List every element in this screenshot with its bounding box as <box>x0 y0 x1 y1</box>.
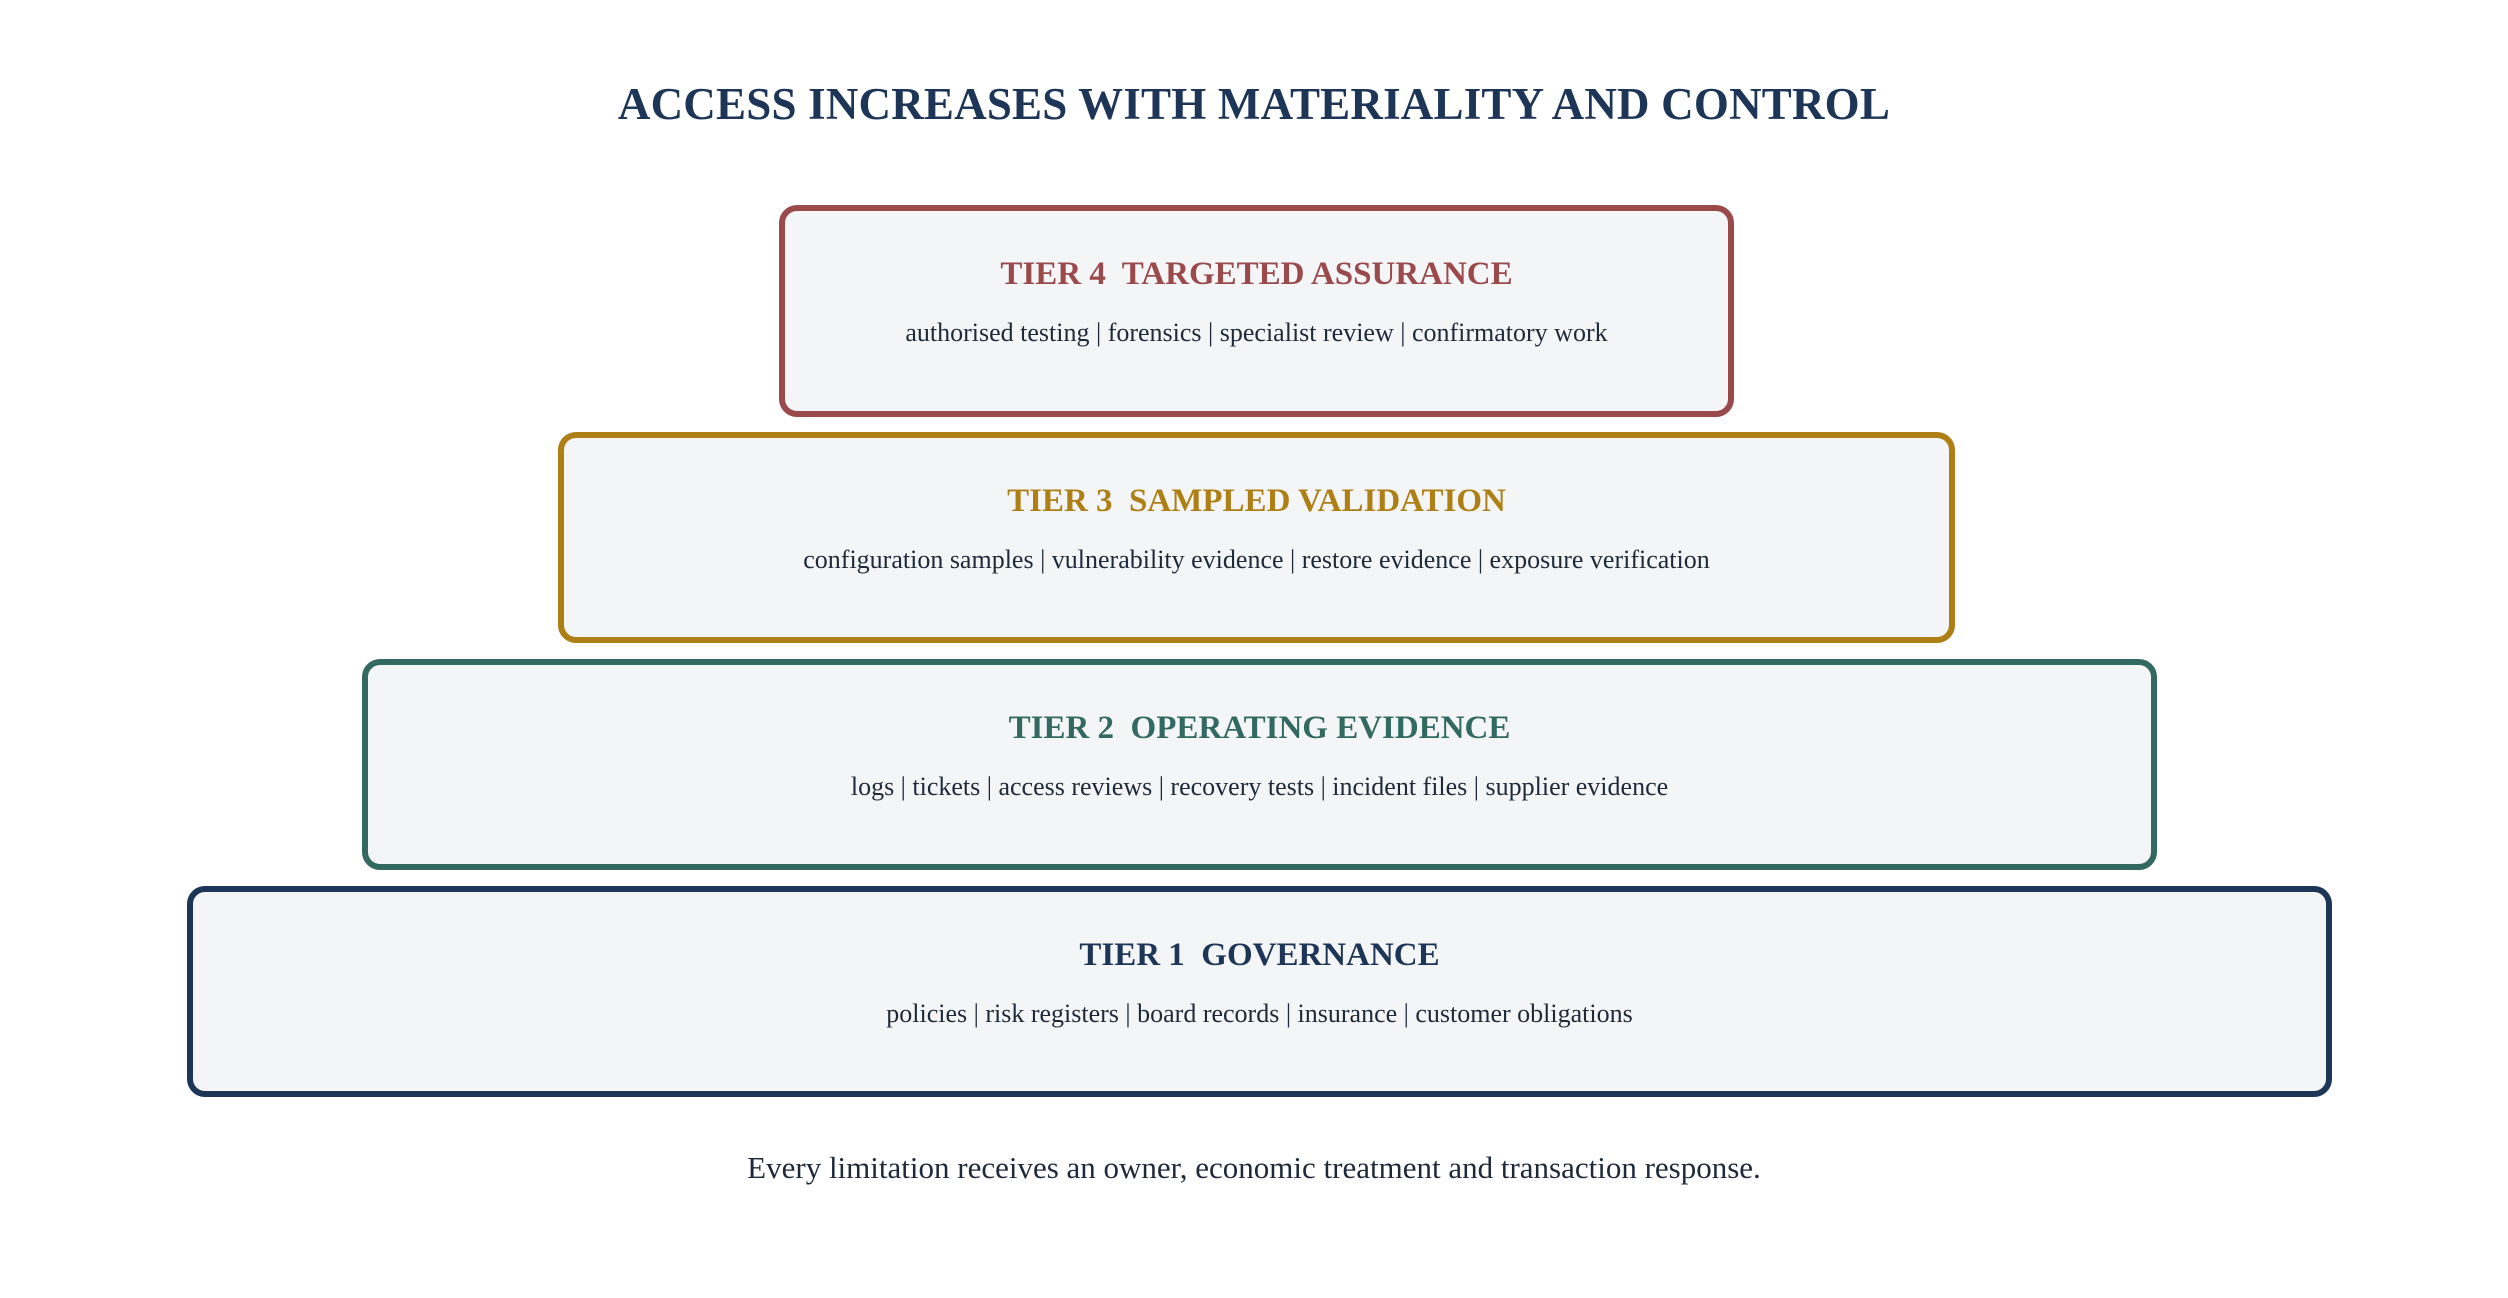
tier-1-items: policies | risk registers | board records | insurance | customer obligations <box>886 999 1633 1028</box>
tier-2-heading: TIER 2 OPERATING EVIDENCE <box>1008 710 1511 746</box>
tier-4-items: authorised testing | forensics | specialist review | confirmatory work <box>905 318 1608 347</box>
tier-1-box <box>187 886 2332 1097</box>
tier-3-items: configuration samples | vulnerability evidence | restore evidence | exposure verification <box>803 545 1710 574</box>
tier-3-box <box>558 432 1955 643</box>
tier-4-heading: TIER 4 TARGETED ASSURANCE <box>1000 256 1513 292</box>
footer-note: Every limitation receives an owner, economic treatment and transaction response. <box>747 1150 1761 1185</box>
tier-1-heading: TIER 1 GOVERNANCE <box>1079 937 1440 973</box>
tier-3-heading: TIER 3 SAMPLED VALIDATION <box>1007 483 1506 519</box>
tier-2-box <box>362 659 2157 870</box>
tier-4-box <box>779 205 1734 417</box>
page-title: ACCESS INCREASES WITH MATERIALITY AND CONTROL <box>617 79 1891 129</box>
tier-2-items: logs | tickets | access reviews | recovery tests | incident files | supplier evidence <box>850 772 1669 801</box>
